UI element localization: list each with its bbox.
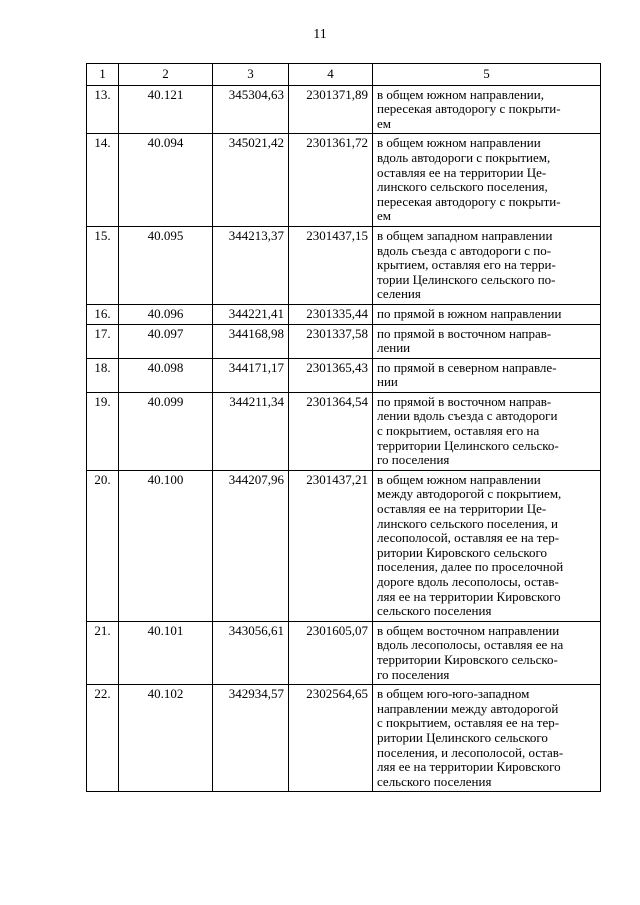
row-number: 13. [87,85,119,134]
page-number: 11 [313,27,327,42]
table-row [87,324,601,358]
coord-x: 344211,34 [213,392,289,470]
coord-x: 344171,17 [213,358,289,392]
point-id: 40.097 [119,324,213,358]
boundary-description: в общем западном направлении вдоль съезда с автодороги с по- крытием, оставляя его на терри- тории Целинского сельского по- селения [373,226,601,304]
point-id: 40.096 [119,304,213,324]
coord-x: 345304,63 [213,85,289,134]
coord-y: 2301437,15 [289,226,373,304]
boundary-description: в общем южном направлении между автодорогой с покрытием, оставляя ее на территории Це- линского сельского поселения, и лесополосой, оставляя ее на тер- ритории Кировского сельского поселения, далее по проселочной дороге вдоль лесополосы, остав- ляя ее на территории Кировского сельского поселения [373,470,601,621]
row-number: 21. [87,621,119,684]
coord-y: 2302564,65 [289,685,373,792]
table-row [87,685,601,792]
row-number: 20. [87,470,119,621]
table-row [87,358,601,392]
coord-y: 2301337,58 [289,324,373,358]
table-header-row [87,64,601,86]
header-col-1: 1 [87,64,119,86]
point-id: 40.095 [119,226,213,304]
coord-x: 344207,96 [213,470,289,621]
coord-x: 344221,41 [213,304,289,324]
header-col-3: 3 [213,64,289,86]
table-row [87,392,601,470]
table-row [87,134,601,227]
table-row [87,621,601,684]
row-number: 18. [87,358,119,392]
row-number: 14. [87,134,119,227]
row-number: 16. [87,304,119,324]
row-number: 22. [87,685,119,792]
row-number: 17. [87,324,119,358]
boundary-description: в общем юго-юго-западном направлении между автодорогой с покрытием, оставляя ее на тер- ритории Целинского сельского поселения, и лесополосой, остав- ляя ее на территории Кировского сельского поселения [373,685,601,792]
coord-y: 2301361,72 [289,134,373,227]
boundary-description: по прямой в восточном направ- лении вдоль съезда с автодороги с покрытием, оставляя его на территории Целинского сельско- го поселения [373,392,601,470]
table-row [87,470,601,621]
point-id: 40.099 [119,392,213,470]
boundary-description: по прямой в восточном направ- лении [373,324,601,358]
point-id: 40.101 [119,621,213,684]
coord-x: 345021,42 [213,134,289,227]
boundary-description: в общем южном направлении, пересекая автодорогу с покрыти- ем [373,85,601,134]
boundary-description: по прямой в южном направлении [373,304,601,324]
coordinates-table [86,63,601,792]
table-row [87,304,601,324]
boundary-description: в общем южном направлении вдоль автодороги с покрытием, оставляя ее на территории Це- линского сельского поселения, пересекая автодорогу с покрыти- ем [373,134,601,227]
point-id: 40.121 [119,85,213,134]
table-row [87,226,601,304]
coord-x: 342934,57 [213,685,289,792]
header-col-2: 2 [119,64,213,86]
coord-x: 344213,37 [213,226,289,304]
point-id: 40.100 [119,470,213,621]
coord-y: 2301364,54 [289,392,373,470]
row-number: 19. [87,392,119,470]
coord-y: 2301335,44 [289,304,373,324]
coord-y: 2301365,43 [289,358,373,392]
coord-x: 343056,61 [213,621,289,684]
point-id: 40.102 [119,685,213,792]
boundary-description: в общем восточном направлении вдоль лесополосы, оставляя ее на территории Кировского сельско- го поселения [373,621,601,684]
coord-y: 2301437,21 [289,470,373,621]
boundary-description: по прямой в северном направле- нии [373,358,601,392]
point-id: 40.094 [119,134,213,227]
coord-x: 344168,98 [213,324,289,358]
point-id: 40.098 [119,358,213,392]
table-row [87,85,601,134]
row-number: 15. [87,226,119,304]
coord-y: 2301371,89 [289,85,373,134]
coord-y: 2301605,07 [289,621,373,684]
header-col-5: 5 [373,64,601,86]
header-col-4: 4 [289,64,373,86]
